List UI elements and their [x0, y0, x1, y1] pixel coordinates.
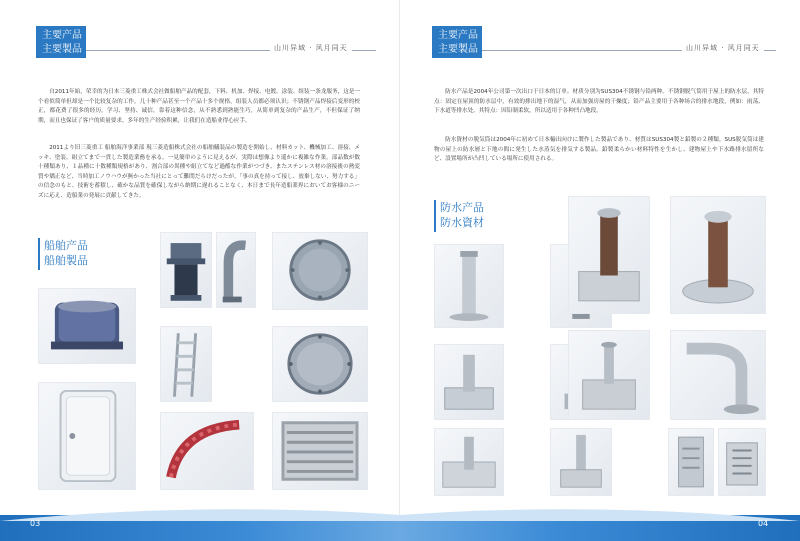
header-tab [432, 26, 482, 58]
section-title-jp: 船舶製品 [44, 254, 88, 267]
photo-square-base-vent [434, 428, 504, 496]
header-tab-jp: 主要製品 [42, 44, 82, 55]
section-bar [434, 200, 436, 232]
header-tab [36, 26, 86, 58]
photo-cable-tray [160, 412, 254, 490]
header-slogan: 山川异域 · 风月同天 [682, 43, 764, 53]
header-slogan: 山川异域 · 风月同天 [270, 43, 352, 53]
section-title-cn: 船舶产品 [44, 239, 88, 252]
photo-steel-pipe-flange [434, 344, 504, 420]
photo-slotted-drain-box [718, 428, 766, 496]
footer-swoosh-left [0, 495, 400, 521]
photo-gooseneck-vent [216, 232, 256, 308]
header-tab-cn: 主要产品 [42, 30, 82, 41]
right-page [400, 0, 800, 541]
photo-watertight-door [38, 382, 136, 490]
page-number-left: 03 [30, 519, 41, 528]
photo-oval-manhole-cover [272, 326, 368, 402]
header-tab-jp: 主要製品 [438, 44, 478, 55]
section-title [44, 238, 88, 268]
section-title-cn: 防水产品 [440, 201, 484, 214]
section-title-jp: 防水資材 [440, 216, 484, 229]
photo-bronze-vent-capped [670, 196, 766, 314]
intro-paragraph-jp: 防水資材の脱気筒は2004年に初めて日本輸出向けに製作した製品であり、材質はSUS304製と鉛製の２種類。SUS脱気筒は建物の屋上の防水層と下地の間に発生した水蒸気を排気する製品。鉛製柔らかい材料特性を生かし、建物屋上や下水路排水留所など、設置場所が凸凹している場所に使用される。 [434, 137, 764, 163]
photo-bronze-vent-on-plate [568, 196, 650, 314]
intro-paragraph-jp: 2011より旧三菱重工 船舶海洋事業部 現三菱造船株式会社の船舶艤装品の製造を開始し、材料カット、機械加工、溶接、メッキ、塗装、組立てまで一貫した製造業務を承る。一見簡単のように見えるが、実際は想像より遥かに複雑な作業。部品数が数十種類あり、１品種に十数種類規格があり、割合部の異種や組立てなど過酷な作業がつづき、またステンレス材の溶接後の熱変質や矯正など、当時加工ノウハウが無かった当社にとって難問だらけだったが、「事の真を持って接し、放棄しない、努力する」の信念のもと、技術を蓄積し、確かな品質を確保しながら納期に遅れることなく、本日まで長年造船業界においてお客様のニーズに応え、造船業の発展に貢献してきた。 [38, 145, 360, 199]
photo-boarding-ladder [160, 326, 212, 402]
photo-curved-vent-pipe [670, 330, 766, 420]
photo-round-manhole-cover [272, 232, 368, 310]
photo-louver-grille [272, 412, 368, 490]
section-title [440, 200, 484, 230]
intro-paragraph-cn: 自2011年始，荣幸的为日本三菱重工株式会社做船舶产品的配套，下料、机加、焊接、电镀、涂装、组装一条龙服务，这是一个看似简单但却是一个比较复杂的工作。几十种产品甚至一个产品十多个规格，组装人员都必须认识；不锈钢产品焊接后变形的校正，都花费了很多的经历。学习、坚持、诚信，靠着这种信念，从不熟悉到熟能生巧，从简单到复杂的产品生产，不但保证了纳期，而且也保证了客户的质量要求。多年的生产经验积累，让我们在造船业得心应手。 [38, 89, 360, 124]
header-tab-cn: 主要产品 [438, 30, 478, 41]
photo-plate-vent-round [568, 330, 650, 420]
photo-corner-drain-plate [668, 428, 714, 496]
photo-watertight-hatch [38, 288, 136, 364]
page-number-right: 04 [758, 519, 769, 528]
section-bar [38, 238, 40, 270]
intro-paragraph-cn: 防水产品是2004年公司第一次出口于日本的订单。材质分别为SUS304不锈钢与铅两种。不锈钢脱气筒用于屋上的防水层，其特点：固定在屋顶的防水层中，有效的排出地下的湿气，从而加强房屋的干燥度；铅产品主要用于各种场合的排水地段，例如：雨荡、下水道等排水处。其特点：因铅制柔软，所以适用于各种凹凸地段。 [434, 89, 764, 115]
footer-swoosh-right [400, 495, 800, 521]
photo-steel-vent-pipe [434, 244, 504, 328]
photo-pipe-on-base [550, 428, 612, 496]
photo-air-vent-head [160, 232, 212, 308]
